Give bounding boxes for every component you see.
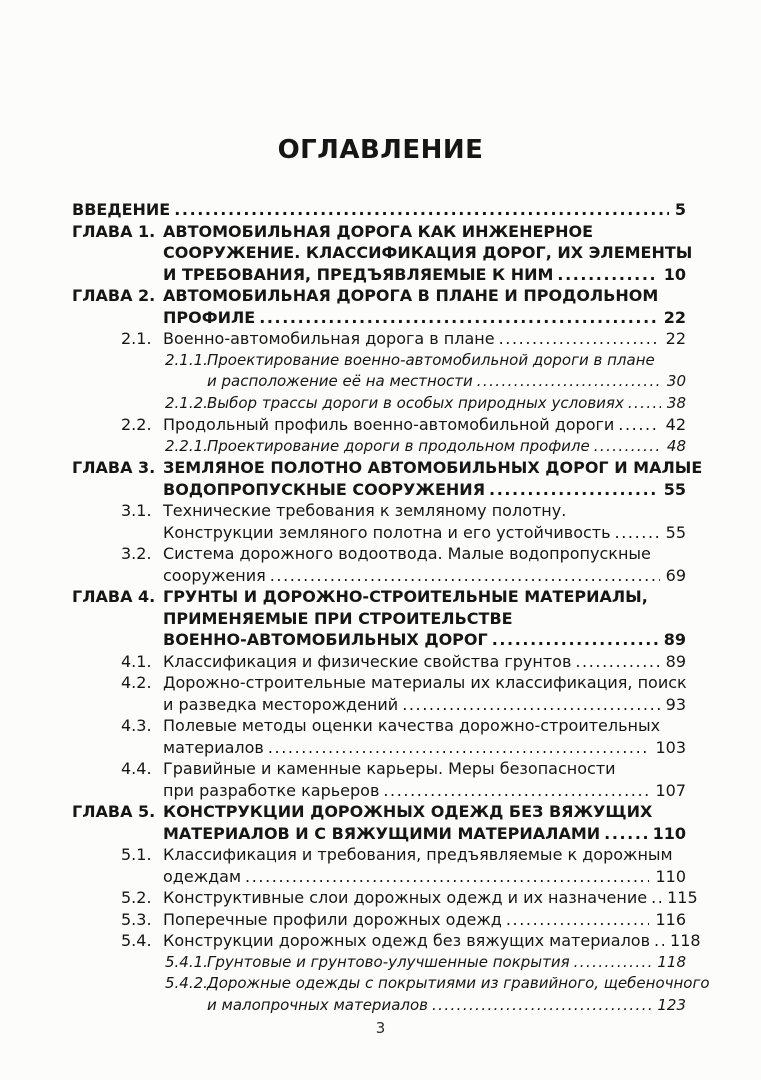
toc-entry-text: Поперечные профили дорожных одежд (163, 909, 502, 929)
dotted-leader (499, 328, 660, 350)
toc-entry-page: 118 (670, 931, 701, 950)
toc-entry-number: 2.1. (121, 329, 152, 348)
toc-entry-body (207, 952, 686, 974)
dotted-leader (574, 952, 652, 974)
toc-entry-number: 5.4.1. (165, 952, 208, 971)
toc-entry (72, 285, 686, 328)
toc-entry-text: Проектирование дороги в продольном профиле (207, 436, 590, 455)
toc-entry-body (163, 651, 686, 673)
toc-entry-page: 55 (663, 479, 686, 499)
dotted-leader (270, 565, 660, 587)
toc-entry-page: 48 (666, 436, 686, 455)
toc-entry-body (163, 801, 686, 844)
toc-entry (72, 221, 693, 286)
toc-entry-number: 4.4. (121, 759, 152, 778)
toc-entry-text: И ТРЕБОВАНИЯ, ПРЕДЪЯВЛЯЕМЫЕ К НИМ (163, 264, 554, 284)
toc-entry-body (163, 887, 698, 909)
toc-entry (72, 758, 686, 801)
toc-entry-text: ВОЕННО-АВТОМОБИЛЬНЫХ ДОРОГ (163, 630, 488, 649)
toc-entry-body (163, 930, 701, 952)
toc-entry-body (163, 586, 686, 651)
toc-entry-text: Конструкции дорожных одежд без вяжущих материалов (163, 931, 651, 950)
toc-entry (72, 930, 701, 952)
toc-entry-page: 110 (655, 866, 686, 886)
toc-entry-number: 5.4. (121, 931, 152, 950)
toc-entry-text: Классификация и физические свойства грунтов (163, 651, 572, 671)
toc-entry-text: МАТЕРИАЛОВ И С ВЯЖУЩИМИ МАТЕРИАЛАМИ (163, 823, 601, 843)
toc-entry-page: 22 (663, 307, 686, 327)
toc-title: ОГЛАВЛЕНИЕ (277, 135, 484, 165)
toc-entry-number: 2.2. (121, 415, 152, 434)
toc-entry-number: ГЛАВА 1. (72, 221, 156, 241)
dotted-leader (654, 930, 664, 952)
toc-entry (72, 715, 686, 758)
toc-entry-text: материалов (163, 737, 264, 757)
toc-entry (72, 393, 686, 415)
dotted-leader (506, 909, 650, 931)
toc-entry (72, 328, 686, 350)
toc-entry-text: Продольный профиль военно-автомобильной дороги (163, 415, 615, 434)
toc-entry-text: Конструктивные слои дорожных одежд и их назначение (163, 888, 648, 907)
toc-entry-text: Дорожные одежды с покрытиями из гравийного, щебеночного (207, 974, 710, 992)
dotted-leader (432, 995, 651, 1017)
toc-entry-page: 55 (665, 522, 686, 542)
toc-entry (72, 500, 686, 543)
toc-entry-body (163, 285, 686, 328)
toc-entry-text: Конструкции земляного полотна и его устойчивость (163, 522, 611, 542)
toc-entry-number: 4.1. (121, 651, 152, 671)
toc-entry-number: 4.2. (121, 673, 152, 692)
toc-entry (72, 952, 686, 974)
toc-entry-text: СООРУЖЕНИЕ. КЛАССИФИКАЦИЯ ДОРОГ, ИХ ЭЛЕМЕНТЫ (163, 243, 693, 262)
toc-entry-page: 10 (663, 264, 686, 284)
toc-entry (72, 414, 686, 436)
toc-entry (72, 651, 686, 673)
page-number: 3 (375, 1019, 386, 1037)
toc-entry-number: ГЛАВА 5. (72, 802, 156, 821)
toc-entry-page: 69 (665, 565, 686, 585)
dotted-leader (575, 651, 659, 673)
toc-entry-text: ЗЕМЛЯНОЕ ПОЛОТНО АВТОМОБИЛЬНЫХ ДОРОГ И МАЛЫЕ (163, 458, 703, 477)
toc-entry-text: и разведка месторождений (163, 694, 399, 714)
toc-entry-text: АВТОМОБИЛЬНАЯ ДОРОГА КАК ИНЖЕНЕРНОЕ (163, 221, 594, 241)
toc-entry-page: 110 (652, 823, 686, 843)
toc-entry-text: и малопрочных материалов (207, 995, 428, 1014)
toc-entry (72, 887, 698, 909)
dotted-leader (651, 887, 661, 909)
toc-entry-number: 5.3. (121, 909, 152, 929)
toc-entry-body (207, 350, 686, 393)
toc-entry-page: 93 (665, 694, 686, 714)
toc-entry-text: АВТОМОБИЛЬНАЯ ДОРОГА В ПЛАНЕ И ПРОДОЛЬНОМ (163, 286, 659, 305)
toc-entry-body (163, 672, 686, 715)
toc-entry-body (72, 199, 686, 221)
toc-entry-text: ВВЕДЕНИЕ (72, 200, 171, 219)
toc-entry-number: ГЛАВА 4. (72, 587, 156, 606)
toc-entry (72, 672, 686, 715)
toc-entry-page: 107 (655, 780, 686, 800)
toc-entry-number: ГЛАВА 2. (72, 286, 156, 305)
toc-entry-body (163, 844, 686, 887)
toc-entry-page: 116 (655, 909, 686, 929)
toc-entry-text: Проектирование военно-автомобильной дороги в плане (207, 350, 655, 369)
toc-entry-body (207, 393, 686, 415)
toc-entry-number: 5.1. (121, 845, 152, 864)
dotted-leader (259, 307, 658, 329)
toc-list (72, 199, 710, 1016)
toc-entry-text: ГРУНТЫ И ДОРОЖНО-СТРОИТЕЛЬНЫЕ МАТЕРИАЛЫ, (163, 587, 648, 606)
toc-entry-page: 89 (663, 630, 686, 649)
toc-entry (72, 586, 686, 651)
toc-entry (72, 909, 686, 931)
toc-entry-body (207, 436, 686, 458)
toc-entry-body (163, 457, 703, 500)
dotted-leader (594, 436, 661, 458)
toc-entry-text: ПРИМЕНЯЕМЫЕ ПРИ СТРОИТЕЛЬСТВЕ (163, 608, 513, 628)
toc-entry-number: 3.1. (121, 501, 152, 520)
toc-entry-text: Выбор трассы дороги в особых природных условиях (207, 393, 624, 412)
toc-entry (72, 543, 686, 586)
toc-entry-page: 89 (665, 651, 686, 671)
dotted-leader (489, 479, 658, 501)
toc-entry-body (163, 909, 686, 931)
dotted-leader (492, 629, 658, 651)
dotted-leader (245, 866, 649, 888)
dotted-leader (268, 737, 650, 759)
toc-entry-page: 123 (657, 995, 686, 1014)
dotted-leader (604, 823, 646, 845)
toc-entry (72, 199, 686, 221)
toc-entry-number: 4.3. (121, 716, 152, 735)
toc-entry-text: Дорожно-строительные материалы их классификация, поиск (163, 673, 687, 692)
toc-entry-body (163, 715, 686, 758)
toc-entry-page: 42 (665, 415, 686, 434)
toc-entry (72, 457, 703, 500)
toc-entry-number: 2.1.2. (165, 393, 208, 412)
toc-entry-page: 5 (674, 200, 686, 219)
dotted-leader (477, 371, 661, 393)
toc-entry-page: 115 (667, 888, 698, 907)
toc-entry-text: Гравийные и каменные карьеры. Меры безопасности (163, 759, 616, 778)
dotted-leader (628, 393, 661, 415)
toc-entry-body (163, 221, 693, 286)
toc-entry-page: 30 (666, 372, 686, 390)
toc-entry-body (163, 543, 686, 586)
toc-entry-text: Грунтовые и грунтово-улучшенные покрытия (207, 952, 570, 971)
dotted-leader (402, 694, 659, 716)
toc-entry-text: Технические требования к земляному полотну. (163, 501, 567, 520)
toc-entry-number: ГЛАВА 3. (72, 458, 156, 477)
toc-entry-text: и расположение её на местности (207, 372, 473, 390)
toc-entry-text: одеждам (163, 866, 242, 886)
toc-entry-page: 22 (665, 329, 686, 348)
toc-entry-body (163, 500, 686, 543)
toc-entry (72, 844, 686, 887)
toc-entry-body (163, 758, 686, 801)
toc-entry-text: Военно-автомобильная дорога в плане (163, 329, 495, 348)
toc-entry-text: Классификация и требования, предъявляемые к дорожным (163, 845, 673, 864)
toc-entry-text: при разработке карьеров (163, 780, 380, 800)
dotted-leader (174, 199, 669, 221)
toc-entry-body (163, 328, 686, 350)
toc-entry-page: 118 (657, 952, 686, 971)
toc-entry-number: 2.2.1. (165, 436, 208, 455)
toc-entry-text: Полевые методы оценки качества дорожно-строительных (163, 716, 661, 735)
toc-entry-number: 2.1.1. (165, 350, 208, 369)
toc-entry-text: ПРОФИЛЕ (163, 307, 256, 327)
toc-entry-text: ВОДОПРОПУСКНЫЕ СООРУЖЕНИЯ (163, 479, 486, 499)
toc-entry-number: 3.2. (121, 544, 152, 563)
toc-entry-text: КОНСТРУКЦИИ ДОРОЖНЫХ ОДЕЖД БЕЗ ВЯЖУЩИХ (163, 802, 653, 821)
dotted-leader (557, 264, 657, 286)
dotted-leader (383, 780, 649, 802)
toc-entry-page: 38 (666, 393, 686, 412)
toc-entry-body (163, 414, 686, 436)
dotted-leader (615, 522, 660, 544)
toc-entry (72, 973, 710, 1016)
toc-entry (72, 436, 686, 458)
toc-entry (72, 350, 686, 393)
toc-entry-page: 103 (655, 737, 686, 757)
toc-entry-body (207, 973, 710, 1016)
toc-entry-text: Система дорожного водоотвода. Малые водопропускные (163, 544, 651, 563)
toc-entry (72, 801, 686, 844)
toc-entry-number: 5.2. (121, 888, 152, 907)
toc-entry-number: 5.4.2. (165, 974, 208, 992)
dotted-leader (618, 414, 659, 436)
toc-entry-text: сооружения (163, 565, 266, 585)
